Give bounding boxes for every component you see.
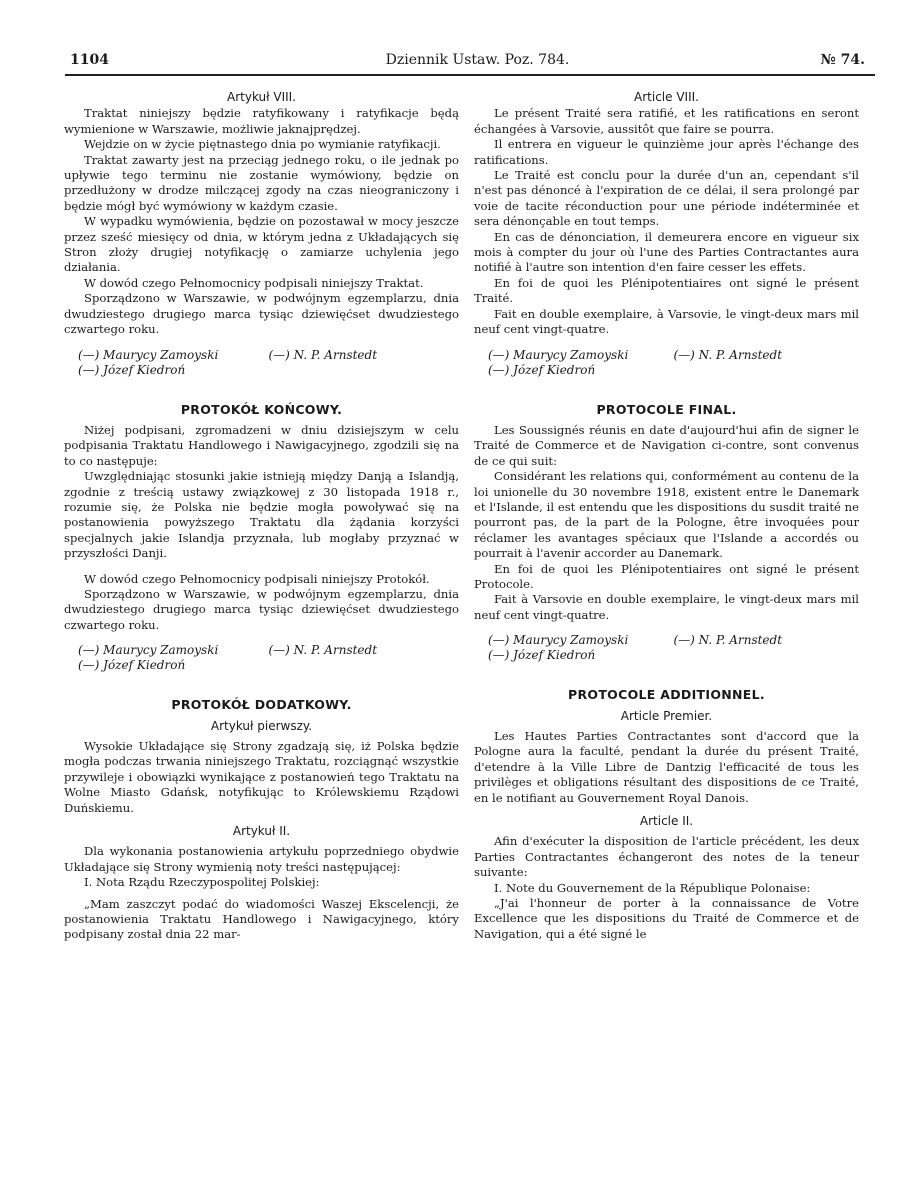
paragraph: „J'ai l'honneur de porter à la connaissance de Votre Excellence que les dispositions du Traité de Commerce et de Navigation, qui a été signé le [474, 896, 859, 941]
signature-name: (—) Maurycy Zamoyski [488, 633, 629, 648]
signature-name: (—) N. P. Arnstedt [268, 643, 378, 658]
polish-column [64, 90, 459, 943]
paragraph: I. Nota Rządu Rzeczypospolitej Polskiej: [84, 875, 320, 890]
french-column [474, 90, 859, 942]
paragraph: Fait à Varsovie en double exemplaire, le vingt-deux mars mil neuf cent vingt-quatre. [474, 592, 859, 622]
article-title: Article Premier. [620, 708, 713, 723]
paragraph: Niżej podpisani, zgromadzeni w dniu dzisiejszym w celu podpisania Traktatu Handlowego i Nawigacyjnego, zgodzili się na to co następuje: [64, 422, 459, 468]
issue-number: № 74. [820, 52, 865, 68]
paragraph: Le présent Traité sera ratifié, et les ratifications en seront échangées à Varsovie, aussitôt que faire se pourra. [474, 106, 859, 136]
signatures [78, 348, 459, 378]
article-title: Article II. [639, 814, 694, 829]
paragraph: W dowód czego Pełnomocnicy podpisali niniejszy Protokół. [84, 571, 430, 586]
signature-name: (—) N. P. Arnstedt [268, 347, 378, 362]
signature-name: (—) Józef Kiedroń [488, 648, 596, 663]
paragraph: Fait en double exemplaire, à Varsovie, le vingt-deux mars mil neuf cent vingt-quatre. [474, 306, 859, 337]
section-title: PROTOCOLE FINAL. [596, 401, 737, 417]
page-header [70, 50, 865, 78]
paragraph: W dowód czego Pełnomocnicy podpisali niniejszy Traktat. [84, 275, 424, 290]
signature-name: (—) N. P. Arnstedt [673, 347, 783, 362]
signature-name: (—) Maurycy Zamoyski [78, 347, 219, 362]
paragraph: Afin d'exécuter la disposition de l'article précédent, les deux Parties Contractantes échangeront des notes de la teneur suivante: [474, 834, 859, 880]
paragraph: Les Soussignés réunis en date d'aujourd'hui afin de signer le Traité de Commerce et de Navigation ci-contre, sont convenus de ce qui suit: [474, 422, 859, 468]
paragraph: Dla wykonania postanowienia artykułu poprzedniego obydwie Układające się Strony wymienią noty treści następującej: [64, 844, 459, 874]
paragraph: Uwzględniając stosunki jakie istnieją między Danją a Islandją, zgodnie z treścią ustawy związkowej z 30 listopada 1918 r., rozumie się, że Polska nie będzie mogła powoływać się na postanowienia powyższego Traktatu dla żądania korzyści specjalnych jakie Islandja przyznała, lub mogłaby przyznać w przyszłości Danji. [64, 469, 459, 561]
article-title: Artykuł VIII. [227, 90, 296, 104]
paragraph: Traktat niniejszy będzie ratyfikowany i ratyfikacje będą wymienione w Warszawie, możliwie jaknajprędzej. [64, 106, 459, 136]
signature-name: (—) Józef Kiedroń [78, 362, 186, 377]
section-title: PROTOKÓŁ DODATKOWY. [171, 697, 352, 713]
signature-name: (—) Maurycy Zamoyski [78, 643, 219, 658]
paragraph: Sporządzono w Warszawie, w podwójnym egzemplarzu, dnia dwudziestego drugiego marca tysiąc dziewięćset dwudziestego czwartego roku. [64, 291, 459, 337]
signature-name: (—) N. P. Arnstedt [673, 633, 783, 648]
article-title: Article VIII. [634, 90, 699, 104]
paragraph: W wypadku wymówienia, będzie on pozostawał w mocy jeszcze przez sześć miesięcy od dnia, w którym jedna z Układających się Stron złoży drugiej notyfikację o zamiarze uchylenia jego działania. [64, 214, 459, 275]
paragraph: En foi de quoi les Plénipotentiaires ont signé le présent Protocole. [474, 561, 859, 591]
paragraph: „Mam zaszczyt podać do wiadomości Waszej Ekscelencji, że postanowienia Traktatu Handlowego i Nawigacyjnego, który podpisany został dnia 22 mar- [64, 896, 459, 942]
paragraph: En foi de quoi les Plénipotentiaires ont signé le présent Traité. [474, 275, 859, 306]
paragraph: Wysokie Układające się Strony zgadzają się, iż Polska będzie mogła podczas trwania niniejszego Traktatu, rozciągnąć wszystkie przywileje i obowiązki wynikające z postanowień tego Traktatu na Wolne Miasto Gdańsk, notyfikując to Królewskiemu Rządowi Duńskiemu. [64, 739, 459, 815]
article-title: Artykuł pierwszy. [210, 718, 313, 733]
paragraph: En cas de dénonciation, il demeurera encore en vigueur six mois à compter du jour où l'une des Parties Contractantes aura notifié à l'autre son intention d'en faire cesser les effets. [474, 229, 859, 275]
paragraph: I. Note du Gouvernement de la République Polonaise: [494, 880, 811, 895]
journal-title: Dziennik Ustaw. Poz. 784. [385, 52, 570, 68]
paragraph: Le Traité est conclu pour la durée d'un an, cependant s'il n'est pas dénoncé à l'expiration de ce délai, il sera prolongé par voie de tacite réconduction pour une période indéterminée et sera dénonçable en tout temps. [474, 168, 859, 229]
signatures [78, 643, 459, 673]
page-number: 1104 [70, 52, 109, 68]
signature-name: (—) Józef Kiedroń [78, 658, 186, 673]
paragraph: Wejdzie on w życie piętnastego dnia po wymianie ratyfikacji. [84, 137, 441, 152]
section-title: PROTOCOLE ADDITIONNEL. [568, 687, 765, 703]
paragraph: Sporządzono w Warszawie, w podwójnym egzemplarzu, dnia dwudziestego drugiego marca tysiąc dziewięćset dwudziestego czwartego roku. [64, 586, 459, 632]
signatures [488, 633, 859, 663]
paragraph: Traktat zawarty jest na przeciąg jednego roku, o ile jednak po upływie tego terminu nie zostanie wymówiony, będzie on przedłużony w drodze milczącej zgody na czas nieograniczony i będzie mógł być wymówiony w każdym czasie. [64, 152, 459, 213]
signature-name: (—) Józef Kiedroń [488, 362, 596, 377]
header-rule [65, 74, 875, 76]
paragraph: Les Hautes Parties Contractantes sont d'accord que la Pologne aura la faculté, pendant la durée du présent Traité, d'etendre à la Ville Libre de Dantzig l'efficacité de tous les privilèges et obligations résultant des dispositions de ce Traité, en le notifiant au Gouvernement Royal Danois. [474, 729, 859, 805]
paragraph: Il entrera en vigueur le quinzième jour après l'échange des ratifications. [474, 137, 859, 167]
signatures [488, 348, 859, 378]
signature-name: (—) Maurycy Zamoyski [488, 347, 629, 362]
paragraph: Considérant les relations qui, conformément au contenu de la loi unionelle du 30 novembre 1918, existent entre le Danemark et l'Islande, il est entendu que les dispositions du susdit traité ne pourront pas, de la part de la Pologne, être invoquées pour réclamer les avantages spéciaux que l'Islande a accordés ou pourrait à l'avenir accorder au Danemark. [474, 469, 859, 561]
article-title: Artykuł II. [232, 824, 291, 839]
section-title: PROTOKÓŁ KOŃCOWY. [180, 401, 343, 417]
